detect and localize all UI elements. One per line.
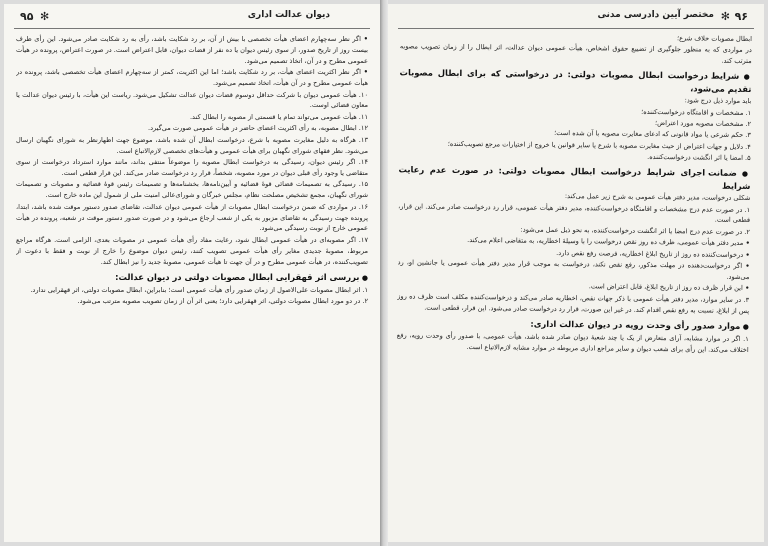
section-heading: ● بررسی اثر قهقرایی ابطال مصوبات دولتی در دیوان عدالت: — [16, 271, 368, 284]
paragraph: • این قرار ظرف ده روز از تاریخ ابلاغ، قابل اعتراض است. — [397, 280, 749, 295]
paragraph: ۱۲. ابطال مصوبه، به رأی اکثریت اعضای حاضر در هیأت عمومی صورت می‌گیرد. — [147, 124, 368, 133]
section-heading: ● ضمانت اجرای شرایط درخواست ابطال مصوبات دولتی: در صورت عدم رعایت شرایط — [398, 163, 750, 192]
left-page — [4, 4, 380, 542]
flower-ornament-icon: ✻ — [40, 10, 50, 23]
flower-ornament-icon: ✻ — [720, 10, 730, 23]
paragraph: • مدیر دفتر هیأت عمومی، ظرف ده روز نقص درخواست را با وسیلهٔ اخطاریه، به متقاضی اعلام می‌کند. — [398, 235, 750, 250]
paragraph: ۳. حکم شرعی یا مواد قانونی که ادعای مغایرت مصوبه با آن شده است؛ — [554, 129, 751, 140]
left-header-rule — [14, 28, 370, 29]
paragraph: • درخواست‌کننده ده روز از تاریخ ابلاغ اخطاریه، فرصت رفع نقص دارد. — [398, 246, 750, 261]
paragraph: • اگر نظر اکثریت اعضای هیأت، بر رد شکایت باشد؛ اما این اکثریت، کمتر از سه‌چهارم اعضای هیأت تخصصی باشد، پرونده در هیأت عمومی مطرح و در آن هیأت، اتخاذ تصمیم می‌شود. — [16, 67, 368, 89]
paragraph: ۱. در صورت عدم درج مشخصات و اقامتگاه درخواست‌کننده، مدیر دفتر هیأت عمومی، قرار رد درخواست صادر می‌کند. این قرار، قطعی است. — [398, 201, 751, 225]
right-page-body — [395, 30, 752, 538]
paragraph: ۳. در سایر موارد، مدیر دفتر هیأت عمومی با ذکر جهات نقص، اخطاریه صادر می‌کند و درخواست‌کننده مکلف است ظرف ده روز پس از ابلاغ، نسبت به رفع نقص اقدام کند. در غیر این صورت، قرار رد درخواست صادر می‌شود. این قرار، قطعی است. — [397, 292, 750, 315]
paragraph: ۲. در صورت عدم درج امضا یا اثر انگشت درخواست‌کننده، به نحو ذیل عمل می‌شود: — [520, 225, 750, 236]
right-header-rule — [398, 28, 754, 29]
left-page-number: ۹۵ — [20, 10, 34, 23]
left-page-body — [16, 34, 368, 538]
paragraph: ۱۱. هیأت عمومی می‌تواند تمام یا قسمتی از مصوبه را ابطال کند. — [189, 112, 368, 121]
paragraph: ۱. اثر ابطال مصوبات علی‌الاصول از زمان صدور رأی هیأت عمومی است؛ بنابراین، ابطال مصوبات دولتی، اثر قهقرایی ندارد. — [30, 285, 368, 294]
paragraph: ۱۷. اگر مصوبه‌ای در هیأت عمومی ابطال شود، رعایت مفاد رأی هیأت عمومی در مصوبات بعدی، الزامی است. هرگاه مراجع مربوط، مصوبهٔ جدیدی مغایر رأی هیأت عمومی تصویب کنند، رئیس دیوان موضوع را خارج از نوبت و فقط با دعوت از تصویب‌کننده، در هیأت عمومی مطرح و در آن جهت تا هیأت عمومی، مصوبهٔ جدید را نیز ابطال کند. — [16, 235, 368, 266]
paragraph: ۱۳. هرگاه به دلیل مغایرت مصوبه با شرع، درخواست ابطال آن شده باشد، موضوع جهت اظهارنظر به شورای نگهبان ارسال می‌شود. نظر فقهای شورای نگهبان برای هیأت عمومی و هیأت‌های تخصصی لازم‌الاتباع است. — [16, 135, 368, 155]
paragraph: • اگر نظر سه‌چهارم اعضای هیأت تخصصی با بیش از آن، بر رد شکایت باشد، رأی به رد شکایت صادر می‌شود. این رأی ظرف بیست روز از تاریخ صدور، از سوی رئیس دیوان یا ده نفر از قضات دیوان، قابل اعتراض است. در صورت اعتراض، پرونده در هیأت عمومی مطرح و در آن، اتخاذ تصمیم می‌شود. — [16, 34, 368, 67]
paragraph: در مواردی که به منظور جلوگیری از تضییع حقوق اشخاص، هیأت عمومی دیوان عدالت، اثر ابطال را از زمان تصویب مصوبه مترتب کند. — [399, 42, 752, 66]
section-heading: ● موارد صدور رأی وحدت رویه در دیوان عدالت اداری: — [397, 316, 749, 333]
right-page — [388, 4, 764, 542]
paragraph: ۲. مشخصات مصوبه مورد اعتراض؛ — [655, 119, 752, 129]
paragraph: ۱۴. اگر رئیس دیوان، رسیدگی به درخواست ابطال مصوبه را موضوعاً منتفی بداند، مانند موارد استرداد درخواست از سوی متقاضی یا وجود رأی قبلی دیوان در مورد مصوبه، شخصاً، قرار رد درخواست صادر می‌کند. این قرار قطعی است. — [16, 157, 368, 177]
paragraph: ۴. دلایل و جهات اعتراض از حیث مغایرت مصوبه با شرع یا سایر قوانین یا خروج از اختیارات مرجع تصویب‌کننده؛ — [447, 139, 751, 151]
right-page-header — [398, 10, 754, 28]
paragraph: • اگر درخواست‌دهنده در مهلت مذکور، رفع نقص نکند، درخواست به موجب قرار مدیر دفتر هیأت عمومی یا جانشین او، رد می‌شود. — [397, 257, 749, 282]
section-heading: ● شرایط درخواست ابطال مصوبات دولتی: در درخواستی که برای ابطال مصوبات تقدیم می‌شود، — [399, 67, 751, 96]
paragraph: ۲. در دو مورد ابطال مصوبات دولتی، اثر قهقرایی دارد؛ یعنی اثر آن از زمان تصویب مصوبه مترتب می‌شود. — [77, 296, 368, 305]
paragraph: ۱. اگر در موارد مشابه، آرای متعارض از یک یا چند شعبهٔ دیوان صادر شده باشد، هیأت عمومی، با صدور رأی وحدت رویه، رفع اختلاف می‌کند. این رأی برای شعب دیوان و سایر مراجع اداری مربوطه در موارد مشابه لازم‌الاتباع است. — [396, 330, 749, 354]
paragraph: شکلی درخواست، مدیر دفتر هیأت عمومی به شرح زیر عمل می‌کند: — [564, 192, 751, 203]
right-running-title: مختصر آیین دادرسی مدنی — [597, 10, 714, 20]
left-page-header — [14, 10, 370, 28]
left-running-title: دیوان عدالت اداری — [247, 10, 330, 20]
paragraph: ۱۵. رسیدگی به تصمیمات قضائی قوهٔ قضائیه و آیین‌نامه‌ها، بخشنامه‌ها و تصمیمات رئیس قوهٔ قضائیه و مصوبات و تصمیمات شورای نگهبان، مجمع تشخیص مصلحت نظام، مجلس خبرگان و شورای‌عالی امنیت ملی از شمول این ماده خارج است. — [16, 180, 368, 200]
paragraph: ۵. امضا یا اثر انگشت درخواست‌کننده. — [647, 153, 751, 163]
paragraph: ۱۰. هیأت عمومی دیوان با شرکت حداقل دوسوم قضات دیوان عدالت تشکیل می‌شود. ریاست این هیأت، با رئیس دیوان عدالت یا معاون قضائی اوست. — [16, 90, 368, 110]
paragraph: ابطال مصوبات خلاف شرع؛ — [676, 34, 752, 43]
book-gutter — [380, 0, 388, 546]
paragraph: باید موارد ذیل درج شود: — [684, 96, 752, 106]
right-page-number: ۹۶ — [734, 10, 748, 23]
paragraph: ۱. مشخصات و اقامتگاه درخواست‌کننده؛ — [641, 107, 752, 117]
paragraph: ۱۶. در مواردی که ضمن درخواست ابطال مصوبات از هیأت عمومی دیوان عدالت، تقاضای صدور دستور موقت شده باشد، ابتدا، پرونده جهت رسیدگی به تقاضای مزبور به یکی از شعب ارجاع می‌شود و در صورت صدور دستور موقت در شعبه، پرونده در هیأت عمومی خارج از نوبت رسیدگی می‌شود. — [16, 202, 368, 233]
